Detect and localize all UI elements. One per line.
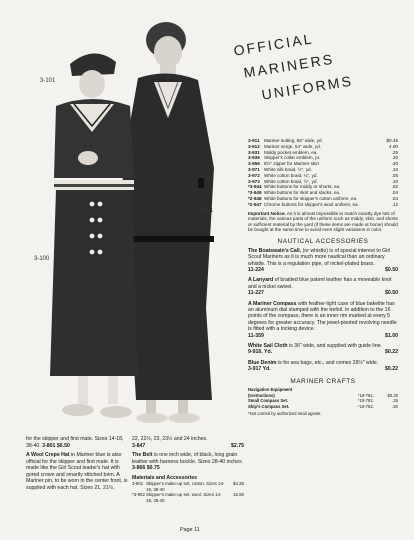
crafts-footnote: *Not carried by authorized retail agents. xyxy=(248,411,322,417)
important-notice: Important Notice. As it is almost impossible to match exactly dye lots of materials, the various parts of the uniform such as middy, skirt, and shorts or sufficient material by the yard (if these items are made at home) should be bought at the same time to avoid even slight variations in color. xyxy=(248,210,398,233)
fabric-price-list xyxy=(248,138,398,208)
bottom-middle-column xyxy=(132,436,244,503)
crafts-subheading: Navigation Equipment xyxy=(248,387,293,393)
wool-hat-text: A Wool Crepe Hat in Mariner blue is also official for the skipper and first mate. It is made like the Girl Scout leader's hat with gored crown and smartly stitched brim. A Mariner pin, to be worn in the center front, is supplied with each hat. Sizes 21, 21½, xyxy=(26,452,128,491)
title-line: MARINERS xyxy=(242,50,336,81)
right-column xyxy=(248,138,398,416)
price-row: *2-948 White buttons for skipper's cotton uniform, ea. .04 xyxy=(248,195,398,201)
crafts-heading: MARINER CRAFTS xyxy=(290,377,356,385)
craft-row: (Instructions) *18-781. $0.25 xyxy=(248,392,398,398)
skipper-uniform-text: for the skipper and first mate. Sizes 14-18, 38-40. 3-801 $6.50 xyxy=(26,436,124,449)
price-row: 3-931 Middy pocket emblem, ea. .25 xyxy=(248,149,398,155)
uniform-photograph xyxy=(26,8,226,436)
photo-code-label: 3-101 xyxy=(40,78,56,84)
photo-code-label: 3-801 xyxy=(198,208,214,214)
photo-code-label: 3-100 xyxy=(34,256,50,262)
price-row: 3-973 White cotton braid, ½", yd. .10 xyxy=(248,178,398,184)
page-number: Page 11 xyxy=(180,527,200,533)
price-row: 3-936 Skipper's collar emblem, pr. .30 xyxy=(248,155,398,161)
material-row: 3-801 Skipper's make-up set, cotton. Sizes 14-18, 38-40 $4.25 xyxy=(132,481,244,492)
craft-row: Ship's Compass Set. *18-783. .50 xyxy=(248,403,398,409)
price-row: 3-912 Mariner serge, 54" wide, yd. 4.00 xyxy=(248,143,398,149)
materials-heading: Materials and Accessories xyxy=(132,474,197,481)
title-line: OFFICIAL xyxy=(232,30,315,59)
mariner-figures-illustration xyxy=(26,8,226,436)
page-title xyxy=(232,30,392,106)
accessory-item: Blue Denim is for sea bags, etc., and comes 28½" wide. 3-917 Yd. $0.22 xyxy=(248,359,398,373)
price-row: 3-972 White cotton braid, ¼", yd. .05 xyxy=(248,172,398,178)
hat-sizes-text: 22, 22½, 23, 23½ and 24 inches. 3-847 $2.75 xyxy=(132,436,244,449)
title-line: UNIFORMS xyxy=(260,72,355,103)
belt-text: The Belt is one inch wide, of black, long grain leather with harness buckle. Sizes 28-40 inches. 3-866 $0.75 xyxy=(132,452,244,471)
material-row: *3-902 Skipper's make-up set, wool. Sizes 14-18, 38-40 15.50 xyxy=(132,492,244,503)
accessory-item: White Sail Cloth is 36" wide, and supplied with guide line. 9-916. Yd. $0.22 xyxy=(248,343,398,356)
accessory-item: The Boatswain's Call, (or whistle) is of special interest to Girl Scout Mariners as it is much more nautical than an ordinary whistle. This is a regulation pipe, of nickel-plated brass. 11-224 $0.50 xyxy=(248,247,398,273)
accessory-item: A Mariner Compass with feather-light case of blue bakelite has an aluminum dial stamped with the trefoil. In addition to the 16 points of the compass, there is an inner rim marked at every 5 degrees for greater accuracy. The jewel-pivoted revolving needle is fitted with a locking device. 11-359 $1.00 xyxy=(248,300,398,339)
price-row: *3-944 White buttons for middy or shorts, ea. .02 xyxy=(248,184,398,190)
craft-row: Small Compass Set. *18-782. .25 xyxy=(248,398,398,404)
accessory-item: A Lanyard of braided blue patent leather has a moveable knot and a nickel swivel. 11-227 $0.50 xyxy=(248,277,398,297)
price-row: 3-956 8½" zipper for Mariner skirt .30 xyxy=(248,161,398,167)
price-row: *3-949 White buttons for skirt and slacks, ea. .04 xyxy=(248,190,398,196)
price-row: *2-947 Chrome buttons for skipper's wool uniform, ea. .12 xyxy=(248,201,398,207)
bottom-left-column xyxy=(26,436,130,494)
price-row: 3-911 Mariner suiting, 56" wide, yd. $0.45 xyxy=(248,138,398,143)
crafts-list xyxy=(248,387,398,416)
price-row: 3-971 White silk braid, ½", yd. .10 xyxy=(248,166,398,172)
nautical-heading: NAUTICAL ACCESSORIES xyxy=(277,237,369,245)
